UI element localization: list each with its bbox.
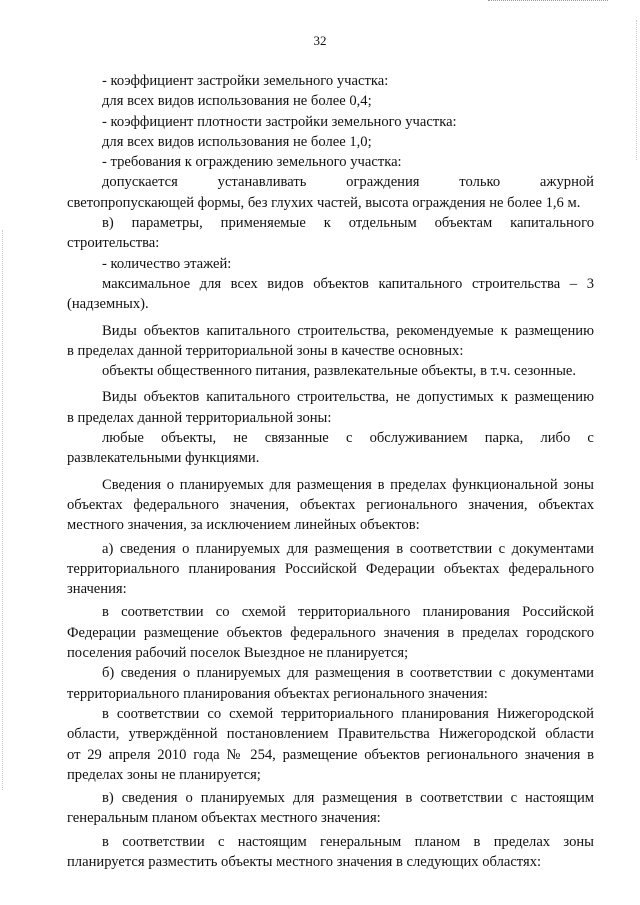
word: только	[459, 174, 501, 191]
word: допускается	[102, 174, 178, 191]
text-line: для всех видов использования не более 0,4;	[102, 93, 372, 110]
text-line: пределах зоны не планируется;	[67, 766, 261, 783]
word: объекты,	[161, 430, 217, 447]
page-number: 32	[313, 33, 327, 48]
text-line: объекты общественного питания, развлекательные объекты, в т.ч. сезонные.	[102, 363, 577, 380]
word: устанавливать	[217, 174, 307, 191]
text-line: поселения рабочий поселок Выездное не планируется;	[67, 645, 409, 662]
text-line: в пределах данной территориальной зоны в качестве основных:	[67, 342, 464, 359]
text-line: а) сведения о планируемых для размещения в соответствии с документами	[102, 540, 594, 557]
text-line: (надземных).	[67, 296, 149, 313]
text-line: объектах федерального значения, объектах регионального значения, объектах	[67, 496, 594, 513]
word: любые	[102, 430, 144, 447]
text-line: территориального планирования объектах регионального значения:	[67, 685, 488, 702]
text-line: планируется разместить объекты местного значения в следующих областях:	[67, 853, 542, 870]
text-line: в соответствии со схемой территориального планирования Российской	[102, 604, 594, 621]
text-line: - коэффициент застройки земельного участка:	[102, 73, 389, 89]
text-line: в пределах данной территориальной зоны:	[67, 409, 332, 426]
justified-line	[67, 428, 594, 448]
word: связанные	[264, 430, 329, 447]
text-line: местного значения, за исключением линейных объектов:	[67, 517, 420, 534]
text-line: Виды объектов капитального строительства, не допустимых к размещению	[102, 389, 594, 406]
text-line: генеральным планом объектах местного значения:	[67, 810, 381, 827]
text-line: в соответствии со схемой территориального планирования Нижегородской	[102, 705, 594, 722]
text-line: максимальное для всех видов объектов капитального строительства – 3	[102, 275, 594, 292]
text-line: развлекательными функциями.	[67, 450, 260, 467]
text-line: для всех видов использования не более 1,0;	[102, 133, 372, 150]
word: ажурной	[539, 174, 594, 191]
text-line: - количество этажей:	[102, 255, 232, 272]
word: либо	[540, 430, 571, 447]
text-line: Виды объектов капитального строительства, рекомендуемые к размещению	[102, 322, 594, 339]
text-line: Федерации размещение объектов федерального значения в пределах городского	[67, 624, 594, 641]
text-line: б) сведения о планируемых для размещения в соответствии с документами	[102, 665, 594, 682]
word: не	[233, 430, 248, 447]
text-line: - коэффициент плотности застройки земельного участка:	[102, 113, 457, 130]
text-line: территориального планирования Российской Федерации объектах федерального	[67, 560, 594, 577]
scan-artifact-line	[488, 0, 608, 3]
word: с	[345, 430, 353, 447]
text-line: - требования к ограждению земельного участка:	[102, 154, 402, 171]
word: ограждения	[346, 174, 420, 191]
text-line: в соответствии с настоящим генеральным планом в пределах зоны	[102, 833, 594, 850]
text-line: от 29 апреля 2010 года № 254, размещение объектов регионального значения в	[67, 746, 594, 763]
word: обслуживанием	[369, 430, 468, 447]
text-line: в) параметры, применяемые к отдельным объектам капитального	[102, 215, 594, 232]
text-line: светопропускающей формы, без глухих частей, высота ограждения не более 1,6 м.	[67, 194, 581, 211]
scan-edge-left	[2, 230, 3, 790]
justified-line	[67, 172, 594, 192]
document-body	[67, 71, 594, 872]
text-line: в) сведения о планируемых для размещения в соответствии с настоящим	[102, 790, 594, 807]
text-line: строительства:	[67, 235, 160, 252]
word: парка,	[484, 430, 524, 447]
text-line: области, утверждённой постановлением Правительства Нижегородской области	[67, 726, 594, 743]
text-line: Сведения о планируемых для размещения в пределах функциональной зоны	[102, 476, 594, 493]
text-line: значения:	[67, 581, 127, 598]
word: с	[587, 430, 594, 447]
